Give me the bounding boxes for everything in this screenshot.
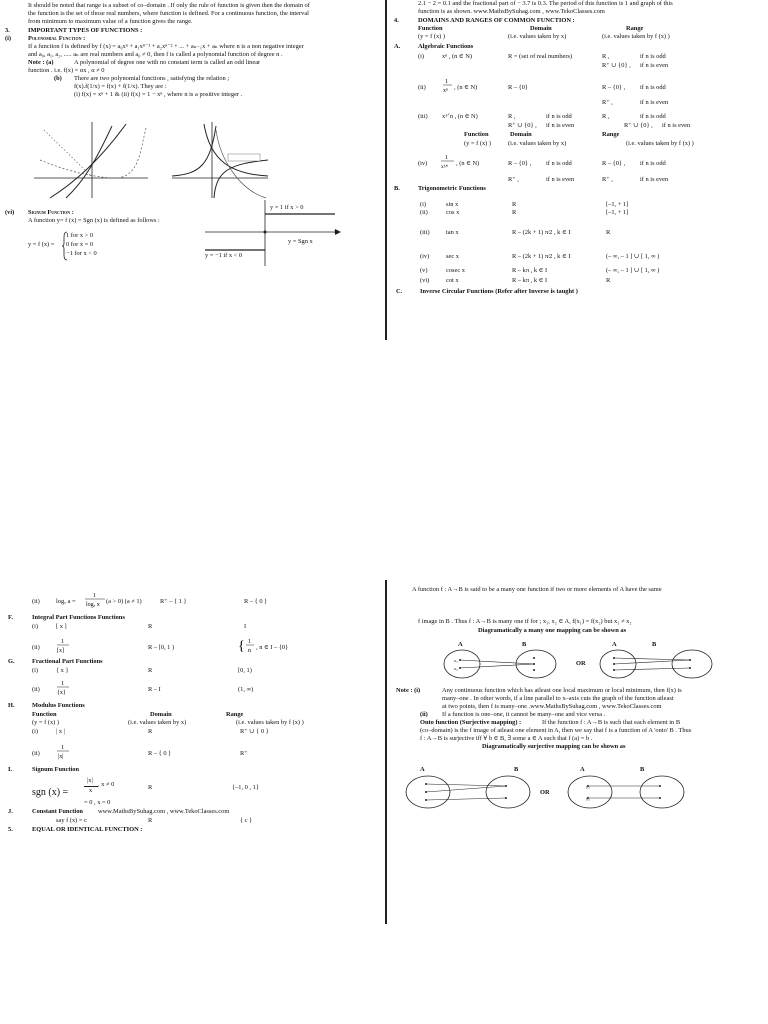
sgn-frac-den: x [89, 787, 93, 794]
g2-range: (1, ∞) [238, 686, 254, 693]
a3-range-1: R , [602, 113, 610, 120]
H-header-yfx: (y = f (x) ) [32, 719, 60, 726]
a2-domain: R – {0} [508, 84, 528, 91]
a3-range-1-cond: if n is odd [640, 113, 666, 120]
note-line-1: Any continuous function which has atleast one local maximum or local minimum, then f(x) is [442, 687, 682, 694]
t2-num: (ii) [420, 209, 428, 216]
section-5-title: EQUAL OR IDENTICAL FUNCTION : [32, 826, 143, 833]
signum-graph-x-label: x [334, 228, 338, 235]
header-domain-sub: (i.e. values taken by x) [508, 33, 567, 40]
t1-range: [–1, + 1] [606, 201, 629, 208]
m2-num: (ii) [32, 750, 40, 757]
intro-line-2: the function is the set of those real numbers, where function is defined. For a continuous function, the interval [28, 10, 309, 17]
sgn-range: {–1, 0 , 1} [232, 784, 259, 791]
a3-domain-2-cond: if n is even [546, 122, 575, 129]
header-domain: Domain [530, 25, 552, 32]
g2-num: (ii) [32, 686, 40, 693]
svg-text:1: 1 [61, 681, 64, 687]
a1-domain: R = (set of real numbers) [508, 53, 573, 60]
g1-fn: { x } [56, 667, 69, 674]
j-domain: R [148, 817, 153, 824]
svg-text:|x|: |x| [58, 754, 64, 760]
f1-num: (i) [32, 623, 39, 630]
f2-domain: R – [0, 1 ) [148, 644, 175, 651]
onto-line-2: (co–domain) is the f image of atleast one element in A, then we say that f is a function of A 'onto' B . Thus [420, 727, 692, 734]
t6-num: (vi) [420, 277, 430, 284]
t5-fn: cosec x [446, 267, 465, 274]
a1-num: (i) [418, 53, 425, 60]
m1-range: R⁺ ∪ { 0 } [240, 728, 269, 735]
j-fn: say f (x) = c [56, 817, 87, 824]
section-3-title: IMPORTANT TYPES OF FUNCTIONS : [28, 27, 143, 34]
sgn-condition: , x ≠ 0 [98, 781, 115, 788]
f1-domain: R [148, 623, 153, 630]
a2-range-2: R⁺ , [602, 99, 613, 106]
t6-domain: R – kπ , k ∈ I [512, 277, 548, 284]
B-title: Trigonometric Functions [418, 185, 486, 192]
many-one-caption: Diagramatically a many one mapping can be shown as [478, 627, 627, 634]
header-range: Range [626, 25, 644, 32]
polynomial-title: Polynomial Function : [28, 35, 86, 42]
onto-line-3: f : A→B is surjective iff ∀ b ∈ B, ∃ some a ∈ A such that f (a) = b . [420, 735, 593, 742]
a2-range-2-cond: if n is even [640, 99, 669, 106]
a4-domain-1-cond: if n is odd [546, 160, 572, 167]
signum-case-1: 1 for x > 0 [66, 232, 94, 239]
a1-fn: xⁿ , (n ∈ N) [442, 53, 472, 60]
bottom-page-divider [385, 580, 387, 924]
note-b-text-2: f(x).f(1/x) = f(x) + f(1/x). They are : [74, 83, 167, 90]
note-b-text: There are two polynomial functions , satisfying the relation ; [74, 75, 230, 82]
polynomial-line-1: If a function f is defined by f (x) = a₀xⁿ + a₁xⁿ⁻¹ + a₂xⁿ⁻² + ... + aₙ₋₁x + aₙ where n is a non negative integer [28, 43, 304, 50]
many-one-para-1: A function f : A→B is said to be a many one function if two or more elements of A have the same [412, 586, 662, 593]
polynomial-line-2: and a₀, a₁, a₂, ..... aₙ are real numbers and a₀ ≠ 0, then f is called a polynomial function of degree n . [28, 51, 283, 58]
a1-range-1-cond: if n is odd [640, 53, 666, 60]
H-header-domain-sub: (i.e. values taken by x) [128, 719, 187, 726]
svg-text:1: 1 [61, 639, 64, 645]
intro-line-3: from minimum to maximum value of a function gives the range. [28, 18, 193, 25]
t1-num: (i) [420, 201, 427, 208]
header-range-sub-2: (i.e. values taken by f (x) ) [626, 140, 694, 147]
note-a-label: Note : (a) [28, 59, 54, 66]
note-a-text: A polynomial of degree one with no constant term is called an odd linear [74, 59, 261, 66]
onto-title: Onto function (Surjective mapping) : [420, 719, 522, 726]
diag4-set-B: B [640, 766, 645, 773]
note-ii-label: (ii) [420, 711, 428, 718]
F-label: F. [8, 614, 13, 621]
diag1-x1: x₁ [454, 658, 458, 663]
a4-range-1-cond: if n is odd [640, 160, 666, 167]
item-vi-number: (vi) [5, 209, 15, 216]
section-4-title: DOMAINS AND RANGES OF COMMON FUNCTION : [418, 17, 575, 24]
m2-fraction [56, 742, 70, 762]
a3-fn: x¹ᐟn , (n ∈ N) [442, 113, 478, 120]
signum-graph-label-sgn: y = Sgn x [288, 238, 313, 245]
a1-range-2-cond: if n is even [640, 62, 669, 69]
sgn-frac-num: |x| [87, 777, 93, 784]
svg-text:[x]: [x] [57, 648, 64, 654]
surjective-diagram-1 [404, 774, 534, 810]
g2-domain: R – I [148, 686, 161, 693]
t3-range: R [606, 229, 611, 236]
intro-line-1: It should be noted that range is a subset of co–domain . If only the rule of function is given then the domain of [28, 2, 310, 9]
diag-or-2: OR [540, 789, 550, 796]
f2-range: , n ∈ I – {0} [256, 644, 289, 651]
I-title: Signum Function [32, 766, 80, 773]
a3-domain-1-cond: if n is odd [546, 113, 572, 120]
H-header-function: Function [32, 711, 57, 718]
t2-domain: R [512, 209, 517, 216]
a4-domain-2-cond: if n is even [546, 176, 575, 183]
top-page-divider [385, 0, 387, 340]
a2-range-1: R – {0} , [602, 84, 626, 91]
svg-text:xⁿ: xⁿ [443, 88, 448, 94]
header-yfx: (y = f (x) ) [418, 33, 446, 40]
C-label: C. [396, 288, 403, 295]
header-range-sub: (i.e. values taken by f (x) ) [602, 33, 670, 40]
f2-num: (ii) [32, 644, 40, 651]
diag-or-1: OR [576, 660, 586, 667]
H-header-domain: Domain [150, 711, 172, 718]
t1-fn: sin x [446, 201, 459, 208]
log-domain: R⁺ – { 1 } [160, 598, 187, 605]
section-4-number: 4. [394, 17, 399, 24]
a1-range-1: R , [602, 53, 610, 60]
a4-fn: , (n ∈ N) [456, 160, 480, 167]
note-line-4: If a function is one–one, it cannot be many–one and vice versa . [442, 711, 606, 718]
diag4-y2: y₂ [586, 796, 590, 801]
a3-domain-2: R⁺ ∪ {0} , [508, 122, 537, 129]
log-fn: logₓ a = [56, 598, 76, 605]
diag4-y1: y₁ [586, 784, 590, 789]
a4-range-2-cond: if n is even [640, 176, 669, 183]
signum-case-2: 0 for x = 0 [66, 241, 94, 248]
g1-domain: R [148, 667, 153, 674]
g1-range: [0, 1) [238, 667, 252, 674]
t5-domain: R – kπ , k ∈ I [512, 267, 548, 274]
J-title: Constant Function [32, 808, 83, 815]
t6-fn: cot x [446, 277, 459, 284]
a2-fn: , (n ∈ N) [454, 84, 478, 91]
a3-range-2-cond: if n is even [662, 122, 691, 129]
G-title: Fractional Part Functions [32, 658, 103, 665]
t4-domain: R – (2k + 1) π⁄2 , k ∈ I [512, 253, 571, 260]
diag2-set-A: A [612, 641, 617, 648]
log-fraction [84, 590, 106, 610]
signum-lhs: y = f (x) = [28, 241, 55, 248]
sgn-lhs: sgn (x) = [32, 787, 69, 798]
C-title: Inverse Circular Functions (Refer after Inverse is taught ) [420, 288, 578, 295]
fractional-cut-line-1: 2.1 − 2 = 0.1 and the fractional part of − 3.7 is 0.3. The period of this function is 1 and graph of this [418, 0, 673, 7]
many-one-para-2: f image in B . Thus f : A→B is many one if for ; x₁, x₂ ∈ A, f(x₁) = f(x₂) but x₁ ≠ x₂ [418, 618, 632, 625]
t1-domain: R [512, 201, 517, 208]
a4-fraction [440, 152, 456, 172]
log-condition: (a > 0) (a ≠ 1) [106, 598, 142, 605]
note-b-text-3: (i) f(x) = xⁿ + 1 & (ii) f(x) = 1 − xⁿ , where n is a positive integer . [74, 91, 243, 98]
diag2-set-B: B [652, 641, 657, 648]
svg-text:{: { [238, 639, 245, 654]
m1-fn: | x | [56, 728, 65, 735]
many-one-diagram-1 [442, 648, 562, 680]
diag3-set-A: A [420, 766, 425, 773]
J-url: www.MathsBySuhag.com , www.TekoClasses.com [98, 808, 230, 815]
t6-range: R [606, 277, 611, 284]
t3-domain: R – (2k + 1) π⁄2 , k ∈ I [512, 229, 571, 236]
item-i-number: (i) [5, 35, 12, 42]
diag1-x2: x₂ [454, 666, 458, 671]
m1-domain: R [148, 728, 153, 735]
section-3-number: 3. [5, 27, 10, 34]
a3-domain-1: R , [508, 113, 516, 120]
many-one-diagram-2 [598, 648, 718, 680]
A-title: Algebraic Functions [418, 43, 474, 50]
f1-fn: [ x ] [56, 623, 67, 630]
g2-fraction [56, 678, 70, 698]
top-right-page [390, 0, 768, 340]
svg-text:1: 1 [61, 745, 64, 751]
A-label: A. [394, 43, 401, 50]
a3-num: (iii) [418, 113, 428, 120]
f2-fraction [56, 636, 70, 656]
signum-case-3: −1 for x < 0 [66, 250, 97, 257]
note-line-3: at two points, then f is many–one .www.MathsBySuhag.com , www.TekoClasses.com [442, 703, 662, 710]
note-line-2: many–one . In other words, if a line parallel to x–axis cuts the graph of the function atleast [442, 695, 674, 702]
a1-range-2: R⁺ ∪ {0} , [602, 62, 631, 69]
top-left-page [0, 0, 384, 340]
H-header-range: Range [226, 711, 244, 718]
H-header-range-sub: (i.e. values taken by f (x) ) [236, 719, 304, 726]
bottom-left-page [0, 580, 384, 880]
a2-range-1-cond: if n is odd [640, 84, 666, 91]
header-function-2: Function [464, 131, 489, 138]
svg-text:1: 1 [93, 593, 96, 599]
a2-fraction [442, 76, 454, 96]
header-yfx-2: (y = f (x) ) [464, 140, 492, 147]
I-label: I. [8, 766, 13, 773]
t4-range: (– ∞, – 1 ] ∪ [ 1, ∞ ) [606, 253, 660, 260]
onto-line-1: If the function f : A→B is such that each element in B [542, 719, 681, 726]
t3-num: (iii) [420, 229, 430, 236]
a3-range-2: R⁺ ∪ {0} , [624, 122, 653, 129]
polynomial-graph-left [30, 120, 150, 200]
m2-domain: R – { 0 } [148, 750, 172, 757]
header-domain-2: Domain [510, 131, 532, 138]
diag1-set-B: B [522, 641, 527, 648]
J-label: J. [8, 808, 13, 815]
log-range: R – { 0 } [244, 598, 268, 605]
a4-num: (iv) [418, 160, 428, 167]
sgn-domain: R [148, 784, 153, 791]
f1-range: I [244, 623, 247, 630]
svg-text:logₐ x: logₐ x [86, 602, 100, 608]
svg-text:x¹∕ⁿ: x¹∕ⁿ [441, 164, 449, 170]
exp-log-graph-right [170, 120, 270, 200]
header-domain-sub-2: (i.e. values taken by x) [508, 140, 567, 147]
header-function: Function [418, 25, 443, 32]
t5-num: (v) [420, 267, 428, 274]
t4-fn: sec x [446, 253, 459, 260]
G-label: G. [8, 658, 15, 665]
svg-text:n: n [248, 648, 251, 654]
t3-fn: tan x [446, 229, 459, 236]
H-title: Modulus Functions [32, 702, 85, 709]
note-label: Note : (i) [396, 687, 421, 694]
signum-graph-label-neg: y = −1 if x < 0 [205, 252, 243, 259]
a4-range-1: R – {0} , [602, 160, 626, 167]
diag1-set-A: A [458, 641, 463, 648]
fractional-cut-line-2: function is as shown. www.MathsBySuhag.com , www.TekoClasses.com [418, 8, 605, 15]
g1-num: (i) [32, 667, 39, 674]
H-label: H. [8, 702, 15, 709]
surjective-diagram-2 [566, 774, 696, 810]
f2-range-set [238, 634, 258, 658]
t2-fn: cos x [446, 209, 460, 216]
diag4-set-A: A [580, 766, 585, 773]
bottom-right-page [390, 580, 768, 880]
t5-range: (– ∞, – 1 ] ∪ [ 1, ∞ ) [606, 267, 660, 274]
t2-range: [–1, + 1] [606, 209, 629, 216]
section-5-number: 5. [8, 826, 13, 833]
svg-text:{x}: {x} [57, 690, 66, 696]
svg-text:1: 1 [248, 639, 251, 645]
diag3-set-B: B [514, 766, 519, 773]
header-range-2: Range [602, 131, 620, 138]
surjective-caption: Diagramatically surjective mapping can be shown as [482, 743, 626, 750]
a4-domain-1: R – {0} , [508, 160, 532, 167]
note-b-label: (b) [54, 75, 62, 82]
note-a-text-2: function . i.e. f(x) = αx , α ≠ 0 [28, 67, 105, 74]
t4-num: (iv) [420, 253, 430, 260]
signum-title: Signum Function : [28, 209, 74, 216]
m1-num: (i) [32, 728, 39, 735]
sgn-zero-case: = 0 , x = 0 [84, 799, 111, 806]
j-range: { c } [240, 817, 253, 824]
svg-text:1: 1 [445, 155, 448, 161]
svg-text:1: 1 [445, 79, 448, 85]
signum-graph-label-pos: y = 1 if x > 0 [270, 204, 304, 211]
m2-range: R⁺ [240, 750, 248, 757]
log-num: (ii) [32, 598, 40, 605]
a2-num: (ii) [418, 84, 426, 91]
signum-definition: A function y= f (x) = Sgn (x) is defined as follows : [28, 217, 160, 224]
a4-domain-2: R⁺ , [508, 176, 519, 183]
a4-range-2: R⁺ , [602, 176, 613, 183]
F-title: Integral Part Functions Functions [32, 614, 125, 621]
B-label: B. [394, 185, 400, 192]
